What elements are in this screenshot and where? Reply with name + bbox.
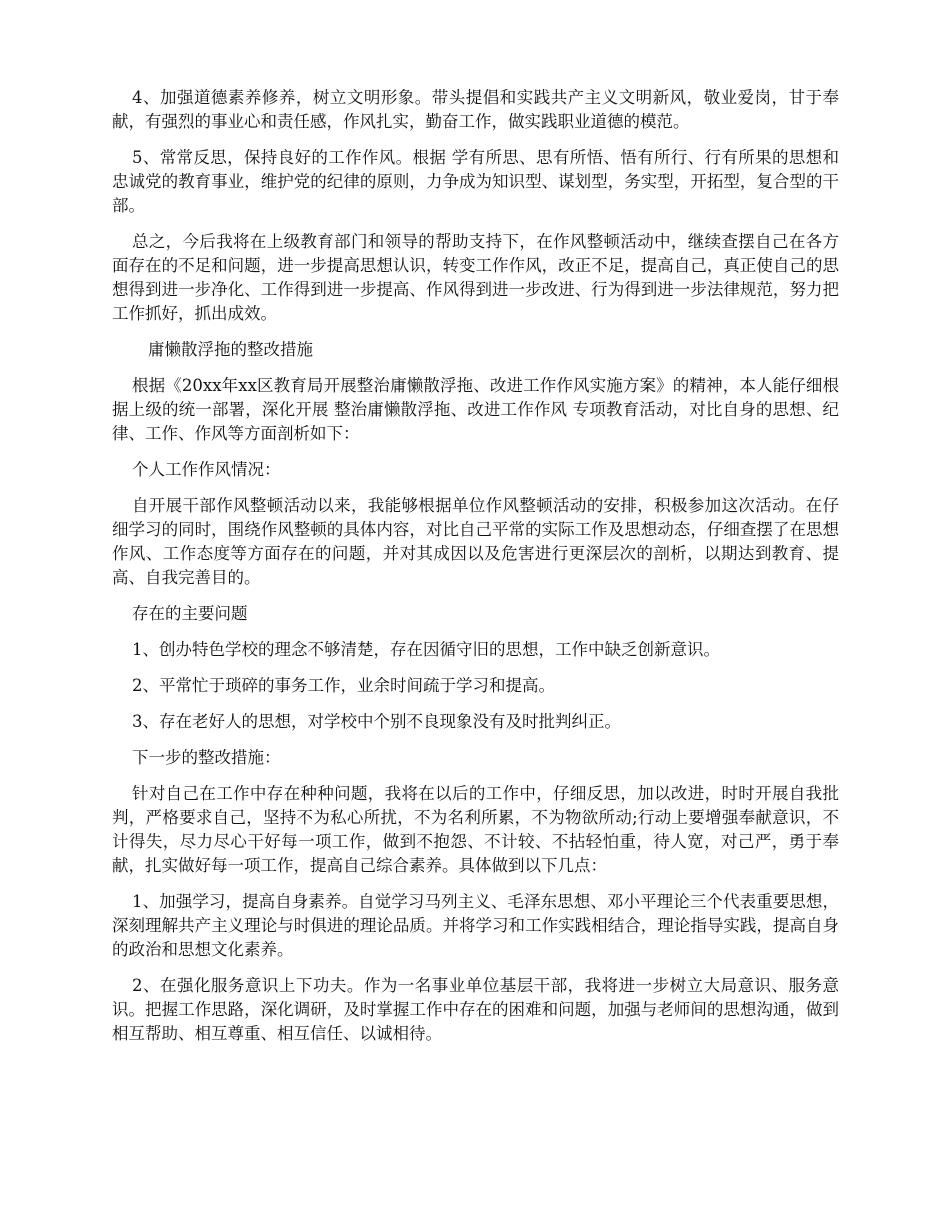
subheading-work-style: 个人工作作风情况： bbox=[132, 460, 281, 479]
paragraph-summary: 总之，今后我将在上级教育部门和领导的帮助支持下，在作风整顿活动中，继续查摆自己在各方面存在的不足和问题，进一步提高思想认识，转变工作作风，改正不足，提高自己，真正使自己的思想得到进一步净化、工作得到进一步提高、作风得到进一步改进、行为得到进一步法律规范，努力把工作抓好，抓出成效。 bbox=[112, 232, 839, 323]
paragraph-next-steps: 针对自己在工作中存在种种问题，我将在以后的工作中，仔细反思，加以改进，时时开展自我批判，严格要求自己，坚持不为私心所扰，不为名利所累，不为物欲所动;行动上要增强奉献意识，不计得失，尽力尽心干好每一项工作，做到不抱怨、不计较、不拈轻怕重，待人宽，对己严，勇于奉献，扎实做好每一项工作，提高自己综合素养。具体做到以下几点： bbox=[112, 784, 839, 875]
paragraph-introduction: 根据《20xx年xx区教育局开展整治庸懒散浮拖、改进工作作风实施方案》的精神，本人能仔细根据上级的统一部署，深化开展 整治庸懒散浮拖、改进工作作风 专项教育活动，对比自身的思想、纪律、工作、作风等方面剖析如下： bbox=[112, 376, 839, 443]
subheading-next-steps: 下一步的整改措施： bbox=[132, 748, 281, 767]
paragraph-self-reflection: 5、常常反思，保持良好的工作作风。根据 学有所思、思有所悟、悟有所行、行有所果的思想和忠诚党的教育事业，维护党的纪律的原则，力争成为知识型、谋划型，务实型，开拓型，复合型的干部。 bbox=[112, 148, 839, 215]
subheading-main-problems: 存在的主要问题 bbox=[132, 604, 248, 623]
problem-item-1: 1、创办特色学校的理念不够清楚，存在因循守旧的思想，工作中缺乏创新意识。 bbox=[132, 640, 720, 659]
problem-item-2: 2、平常忙于琐碎的事务工作，业余时间疏于学习和提高。 bbox=[132, 676, 555, 695]
section-heading-rectification: 庸懒散浮拖的整改措施 bbox=[148, 340, 313, 359]
document-body bbox=[112, 86, 839, 1058]
measure-item-2: 2、在强化服务意识上下功夫。作为一名事业单位基层干部，我将进一步树立大局意识、服务意识。把握工作思路，深化调研，及时掌握工作中存在的困难和问题，加强与老师间的思想沟通，做到相互帮助、相互尊重、相互信任、以诚相待。 bbox=[112, 976, 839, 1043]
measure-item-1: 1、加强学习，提高自身素养。自觉学习马列主义、毛泽东思想、邓小平理论三个代表重要思想，深刻理解共产主义理论与时俱进的理论品质。并将学习和工作实践相结合，理论指导实践，提高自身的政治和思想文化素养。 bbox=[112, 892, 839, 959]
problem-item-3: 3、存在老好人的思想，对学校中个别不良现象没有及时批判纠正。 bbox=[132, 712, 621, 731]
paragraph-moral-cultivation: 4、加强道德素养修养，树立文明形象。带头提倡和实践共产主义文明新风，敬业爱岗，甘于奉献，有强烈的事业心和责任感，作风扎实，勤奋工作，做实践职业道德的模范。 bbox=[112, 88, 839, 131]
paragraph-work-style: 自开展干部作风整顿活动以来，我能够根据单位作风整顿活动的安排，积极参加这次活动。在仔细学习的同时，围绕作风整顿的具体内容，对比自己平常的实际工作及思想动态，仔细查摆了在思想作风、工作态度等方面存在的问题，并对其成因以及危害进行更深层次的剖析，以期达到教育、提高、自我完善目的。 bbox=[112, 496, 839, 587]
